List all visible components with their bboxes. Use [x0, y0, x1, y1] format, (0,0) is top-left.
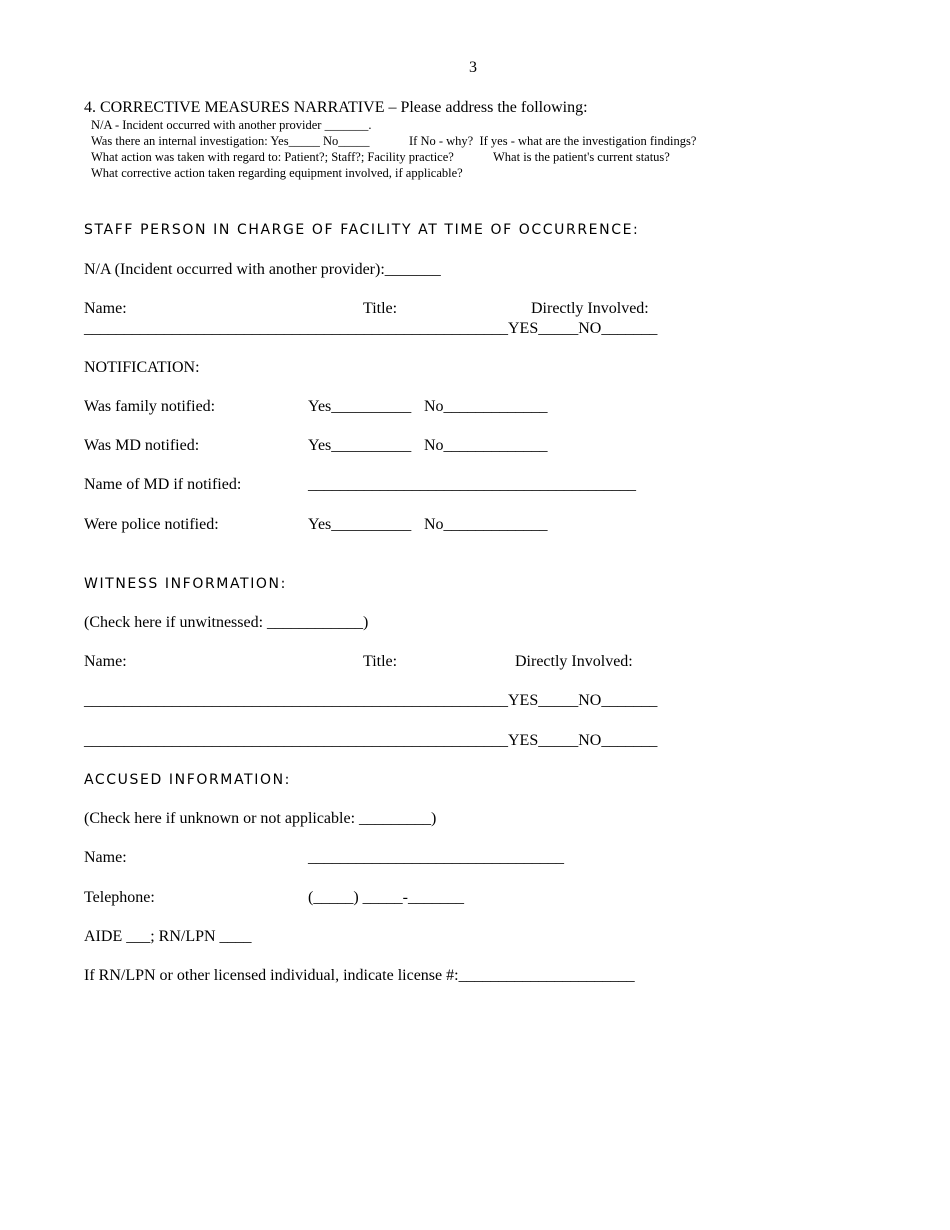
- page-number: 3: [469, 59, 477, 76]
- accused-role-line[interactable]: AIDE ___; RN/LPN ____: [84, 928, 252, 945]
- section-4-line-investigation: Was there an internal investigation: Yes_____ No_____: [91, 134, 370, 148]
- section-4-line-na: N/A - Incident occurred with another provider _______.: [91, 118, 372, 132]
- accused-telephone-field[interactable]: (_____) _____-_______: [308, 889, 464, 906]
- md-notified-yes[interactable]: Yes__________: [308, 437, 412, 454]
- md-name-label: Name of MD if notified:: [84, 476, 242, 493]
- section-4-line-findings: If No - why? If yes - what are the investigation findings?: [409, 134, 697, 148]
- accused-name-label: Name:: [84, 849, 127, 866]
- staff-heading: STAFF PERSON IN CHARGE OF FACILITY AT TIME OF OCCURRENCE:: [84, 222, 640, 238]
- staff-entry-line[interactable]: _____________________________________________________YES_____NO_______: [84, 320, 658, 337]
- accused-name-field[interactable]: ________________________________: [308, 849, 564, 866]
- section-4-line-action: What action was taken with regard to: Patient?; Staff?; Facility practice?: [91, 150, 454, 164]
- accused-heading: ACCUSED INFORMATION:: [84, 772, 291, 788]
- notification-heading: NOTIFICATION:: [84, 359, 200, 376]
- md-notified-no[interactable]: No_____________: [424, 437, 548, 454]
- witness-entry-line-2[interactable]: _____________________________________________________YES_____NO_______: [84, 732, 658, 749]
- family-notified-yes[interactable]: Yes__________: [308, 398, 412, 415]
- family-notified-label: Was family notified:: [84, 398, 216, 415]
- police-notified-label: Were police notified:: [84, 516, 219, 533]
- witness-name-label: Name:: [84, 653, 127, 670]
- police-notified-no[interactable]: No_____________: [424, 516, 548, 533]
- section-4-title: 4. CORRECTIVE MEASURES NARRATIVE – Please address the following:: [84, 99, 588, 116]
- witness-check-line[interactable]: (Check here if unwitnessed: ____________): [84, 614, 369, 631]
- witness-heading: WITNESS INFORMATION:: [84, 576, 287, 592]
- staff-name-label: Name:: [84, 300, 127, 317]
- witness-involved-label: Directly Involved:: [515, 653, 633, 670]
- section-4-line-status: What is the patient's current status?: [493, 150, 670, 164]
- section-4-line-equipment: What corrective action taken regarding equipment involved, if applicable?: [91, 166, 463, 180]
- witness-entry-line-1[interactable]: _____________________________________________________YES_____NO_______: [84, 692, 658, 709]
- staff-na-line: N/A (Incident occurred with another provider):_______: [84, 261, 441, 278]
- family-notified-no[interactable]: No_____________: [424, 398, 548, 415]
- staff-involved-label: Directly Involved:: [531, 300, 649, 317]
- staff-title-label: Title:: [363, 300, 398, 317]
- md-name-field[interactable]: _________________________________________: [308, 476, 636, 493]
- accused-license-line[interactable]: If RN/LPN or other licensed individual, indicate license #:______________________: [84, 967, 635, 984]
- witness-title-label: Title:: [363, 653, 398, 670]
- accused-telephone-label: Telephone:: [84, 889, 155, 906]
- accused-check-line[interactable]: (Check here if unknown or not applicable: _________): [84, 810, 437, 827]
- md-notified-label: Was MD notified:: [84, 437, 200, 454]
- police-notified-yes[interactable]: Yes__________: [308, 516, 412, 533]
